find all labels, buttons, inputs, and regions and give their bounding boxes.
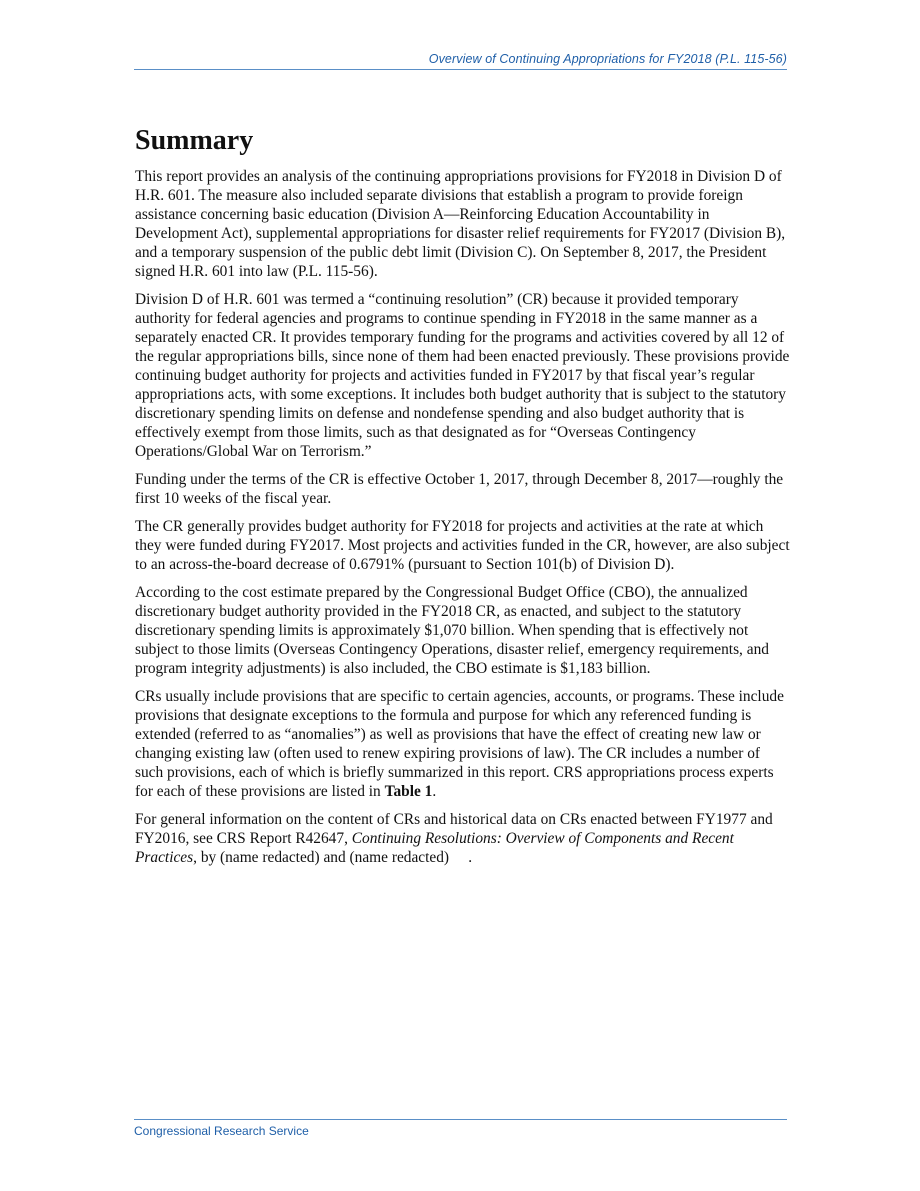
document-body	[135, 124, 790, 876]
summary-paragraph-3: Funding under the terms of the CR is effective October 1, 2017, through December 8, 2017—roughly the first 10 weeks of the fiscal year.	[135, 471, 784, 507]
summary-heading: Summary	[135, 125, 254, 156]
summary-paragraph-5: According to the cost estimate prepared by the Congressional Budget Office (CBO), the annualized discretionary budget authority provided in the FY2018 CR, as enacted, and subject to the statutory discretionary spending limits is approximately $1,070 billion. When spending that is effectively not subject to those limits (Overseas Contingency Operations, disaster relief, emergency requirements, and program integrity adjustments) is also included, the CBO estimate is $1,183 billion.	[135, 584, 769, 677]
summary-paragraph-4: The CR generally provides budget authority for FY2018 for projects and activities at the rate at which they were funded during FY2017. Most projects and activities funded in the CR, however, are also subject to an across-the-board decrease of 0.6791% (pursuant to Section 101(b) of Division D).	[135, 518, 790, 573]
paragraph-6-end: .	[432, 783, 437, 800]
paragraph-7-text: For general information on the content of CRs and historical data on CRs enacted between FY1977 and FY2016, see CRS Report R42647,	[135, 811, 773, 847]
summary-paragraph-2: Division D of H.R. 601 was termed a “continuing resolution” (CR) because it provided temporary authority for federal agencies and programs to continue spending in FY2018 in the same manner as a separately enacted CR. It provides temporary funding for the programs and activities covered by all 12 of the regular appropriations bills, since none of them had been enacted previously. These provisions provide continuing budget authority for projects and activities funded in FY2017 by that fiscal year’s regular appropriations acts, with some exceptions. It includes both budget authority that is subject to the statutory discretionary spending limits on defense and nondefense spending and also budget authority that is effectively exempt from those limits, such as that designated as for “Overseas Contingency Operations/Global War on Terrorism.”	[135, 291, 790, 460]
paragraph-7-end: , by (name redacted) and (name redacted) .	[193, 849, 473, 866]
table-1-reference[interactable]: Table 1	[384, 783, 433, 800]
crs-report-title-link[interactable]: Continuing Resolutions: Overview of Components and Recent Practices	[135, 830, 734, 866]
summary-paragraph-6	[135, 687, 790, 801]
running-header: Overview of Continuing Appropriations for FY2018 (P.L. 115-56)	[134, 52, 787, 70]
summary-paragraph-7	[135, 810, 790, 867]
paragraph-6-text: CRs usually include provisions that are specific to certain agencies, accounts, or programs. These include provisions that designate exceptions to the formula and purpose for which any referenced funding is extended (referred to as “anomalies”) as well as provisions that have the effect of creating new law or changing existing law (often used to renew expiring provisions of law). The CR includes a number of such provisions, each of which is briefly summarized in this report. CRS appropriations process experts for each of these provisions are listed in	[135, 688, 784, 800]
running-footer: Congressional Research Service	[134, 1119, 787, 1138]
summary-paragraph-1: This report provides an analysis of the continuing appropriations provisions for FY2018 in Division D of H.R. 601. The measure also included separate divisions that establish a program to provide foreign assistance concerning basic education (Division A—Reinforcing Education Accountability in Development Act), supplemental appropriations for disaster relief requirements for FY2017 (Division B), and a temporary suspension of the public debt limit (Division C). On September 8, 2017, the President signed H.R. 601 into law (P.L. 115-56).	[135, 168, 786, 280]
